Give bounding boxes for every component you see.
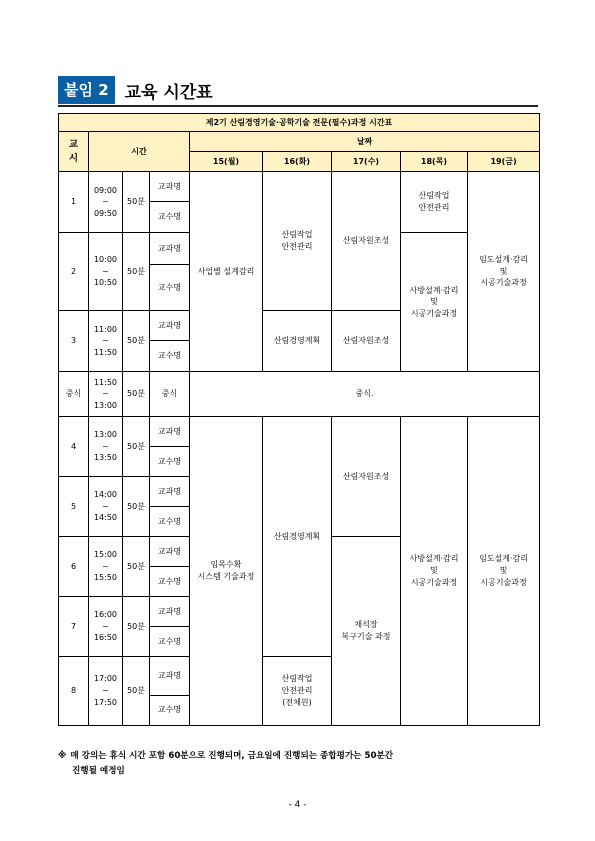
subject-label: 교과명 xyxy=(150,477,190,507)
period-number: 4 xyxy=(59,417,89,477)
teacher-label: 교수명 xyxy=(150,202,190,233)
teacher-label: 교수명 xyxy=(150,341,190,372)
time-range: 11:00 ~ 11:50 xyxy=(89,311,123,372)
time-range: 09:00 ~ 09:50 xyxy=(89,172,123,233)
duration: 50분 xyxy=(123,597,150,657)
note-line-2: 진행될 예정임 xyxy=(72,766,125,777)
day-header-tue: 16(화) xyxy=(263,152,332,172)
wed-p4-course: 산림자원조성 xyxy=(332,417,401,537)
time-range: 14:00 ~ 14:50 xyxy=(89,477,123,537)
subject-label: 교과명 xyxy=(150,311,190,341)
duration: 50분 xyxy=(123,657,150,726)
lunch-duration: 50분 xyxy=(123,372,150,417)
period-number: 3 xyxy=(59,311,89,372)
period-number: 1 xyxy=(59,172,89,233)
thu-pm-course: 사방설계·감리 및 시공기술과정 xyxy=(401,417,468,726)
lunch-break: 중식. xyxy=(190,372,540,417)
mon-am-course: 사업별 설계감리 xyxy=(190,172,263,372)
subject-label: 교과명 xyxy=(150,597,190,627)
teacher-label: 교수명 xyxy=(150,447,190,477)
fri-pm-course: 임도설계·감리 및 시공기술과정 xyxy=(468,417,540,726)
duration: 50분 xyxy=(123,477,150,537)
time-header: 시간 xyxy=(89,132,190,172)
duration: 50분 xyxy=(123,172,150,233)
subject-label: 교과명 xyxy=(150,172,190,202)
period-number: 2 xyxy=(59,233,89,311)
table-caption: 제2기 산림경영기술·공학기술 전문(필수)과정 시간표 xyxy=(59,114,540,132)
fri-am-course: 임도설계·감리 및 시공기술과정 xyxy=(468,172,540,372)
lunch-time-range: 11:50 ~ 13:00 xyxy=(89,372,123,417)
teacher-label: 교수명 xyxy=(150,265,190,311)
day-header-thu: 18(목) xyxy=(401,152,468,172)
footnote xyxy=(58,749,548,779)
note-mark: ※ xyxy=(58,751,67,761)
attachment-badge: 붙임 2 xyxy=(58,76,115,104)
subject-label: 교과명 xyxy=(150,657,190,696)
mon-pm-course: 임목수확 시스템 기술과정 xyxy=(190,417,263,726)
date-header: 날짜 xyxy=(190,132,540,152)
time-range: 16:00 ~ 16:50 xyxy=(89,597,123,657)
wed-p3-course: 산림자원조성 xyxy=(332,311,401,372)
time-range: 17:00 ~ 17:50 xyxy=(89,657,123,726)
tue-p3-course: 산림경영계획 xyxy=(263,311,332,372)
teacher-label: 교수명 xyxy=(150,507,190,537)
duration: 50분 xyxy=(123,233,150,311)
teacher-label: 교수명 xyxy=(150,695,190,725)
thu-p1-course: 산림작업 안전관리 xyxy=(401,172,468,233)
lunch-label: 중식 xyxy=(150,372,190,417)
tue-p45-course: 산림경영계획 xyxy=(263,417,332,657)
period-number: 7 xyxy=(59,597,89,657)
period-number: 6 xyxy=(59,537,89,597)
teacher-label: 교수명 xyxy=(150,567,190,597)
period-number: 8 xyxy=(59,657,89,726)
teacher-label: 교수명 xyxy=(150,627,190,657)
day-header-mon: 15(월) xyxy=(190,152,263,172)
heading-underline xyxy=(58,105,538,107)
day-header-fri: 19(금) xyxy=(468,152,540,172)
subject-label: 교과명 xyxy=(150,417,190,447)
time-range: 10:00 ~ 10:50 xyxy=(89,233,123,311)
lunch-period: 중식 xyxy=(59,372,89,417)
tue-am-course: 산림작업 안전관리 xyxy=(263,172,332,311)
page-number: - 4 - xyxy=(288,800,307,810)
subject-label: 교과명 xyxy=(150,233,190,265)
period-number: 5 xyxy=(59,477,89,537)
timetable xyxy=(58,113,540,726)
page-title: 교육 시간표 xyxy=(124,82,213,103)
duration: 50분 xyxy=(123,311,150,372)
wed-p58-course: 채석장 복구기술 과정 xyxy=(332,537,401,726)
duration: 50분 xyxy=(123,537,150,597)
note-line-1: 매 강의는 휴식 시간 포함 60분으로 진행되며, 금요일에 진행되는 종합평가는 50분간 xyxy=(70,751,394,761)
time-range: 15:00 ~ 15:50 xyxy=(89,537,123,597)
wed-am-course: 산림자원조성 xyxy=(332,172,401,311)
fri-p8-course: 산림작업 안전관리 (전체읜) xyxy=(263,657,332,726)
duration: 50분 xyxy=(123,417,150,477)
time-range: 13:00 ~ 13:50 xyxy=(89,417,123,477)
subject-label: 교과명 xyxy=(150,537,190,567)
section-heading xyxy=(58,76,213,104)
thu-p23-course: 사방설계·감리 및 시공기술과정 xyxy=(401,233,468,372)
day-header-wed: 17(수) xyxy=(332,152,401,172)
period-header: 교 시 xyxy=(59,132,89,172)
